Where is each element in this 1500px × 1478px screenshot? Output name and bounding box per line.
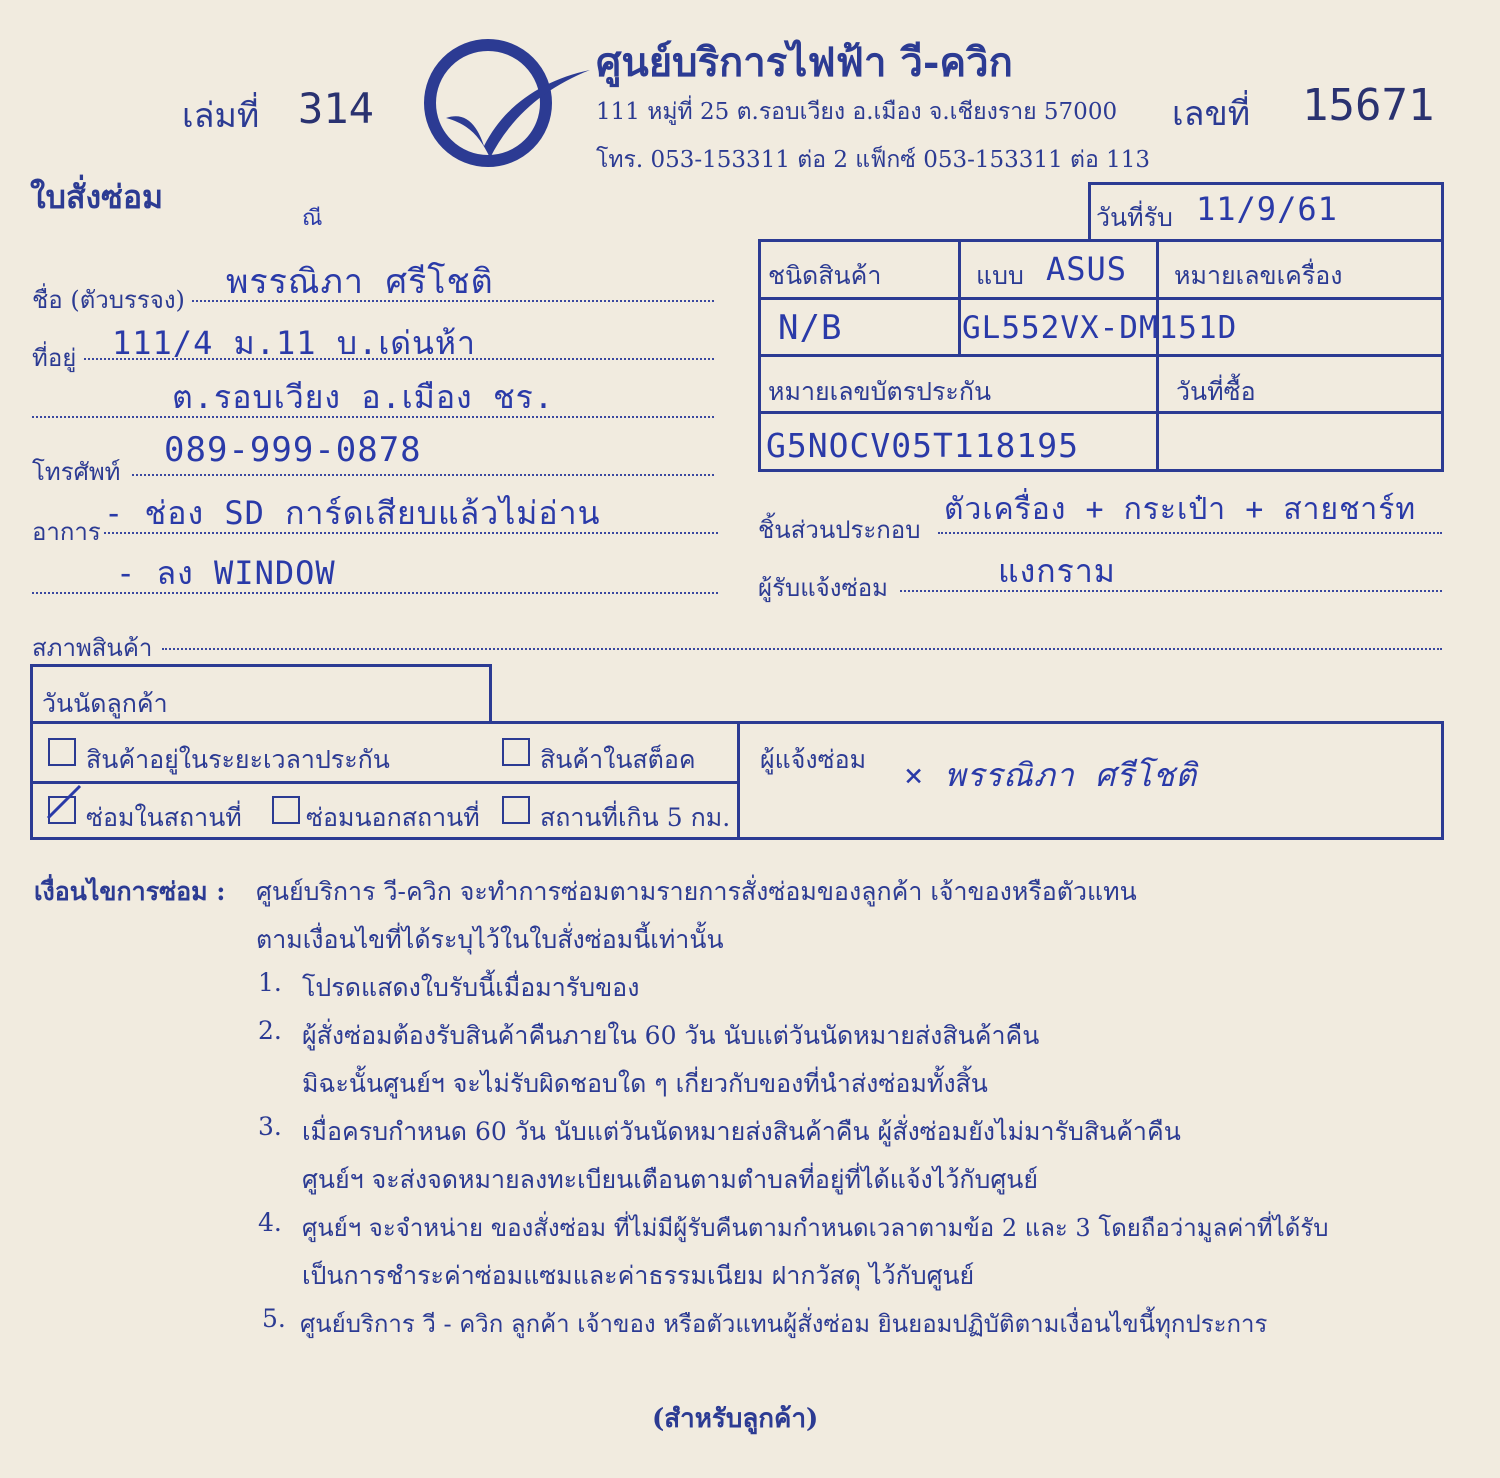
received-date-value: 11/9/61 bbox=[1196, 190, 1338, 228]
condition-number: 3. bbox=[258, 1112, 282, 1141]
condition-text: ศูนย์ฯ จะจำหน่าย ของสั่งซ่อม ที่ไม่มีผู้รับคืนตามกำหนดเวลาตามข้อ 2 และ 3 โดยถือว่ามูลค่าที่ได้รับ bbox=[302, 1214, 1329, 1242]
receiver-line bbox=[900, 590, 1442, 592]
repair-onsite-checkbox[interactable] bbox=[48, 796, 76, 824]
table-divider bbox=[958, 239, 961, 356]
doc-number: 15671 bbox=[1302, 80, 1435, 131]
address-value-2: ต.รอบเวียง อ.เมือง ชร. bbox=[172, 378, 555, 416]
in-warranty-label: สินค้าอยู่ในระยะเวลาประกัน bbox=[86, 745, 390, 774]
conditions-heading: เงื่อนไขการซ่อม : bbox=[34, 877, 226, 906]
warranty-card-value: G5NOCV05T118195 bbox=[766, 426, 1080, 465]
over-5km-checkbox[interactable] bbox=[502, 796, 530, 824]
symptom-label: อาการ bbox=[32, 518, 101, 546]
model-value: GL552VX-DM151D bbox=[962, 310, 1238, 346]
condition-text: มิฉะนั้นศูนย์ฯ จะไม่รับผิดชอบใด ๆ เกี่ยวกับของที่นำส่งซ่อมทั้งสิ้น bbox=[302, 1069, 988, 1098]
purchase-date-label: วันที่ซื้อ bbox=[1176, 377, 1256, 406]
book-number-label: เล่มที่ bbox=[182, 96, 260, 136]
condition-text: เมื่อครบกำหนด 60 วัน นับแต่วันนัดหมายส่งสินค้าคืน ผู้สั่งซ่อมยังไม่มารับสินค้าคืน bbox=[302, 1117, 1181, 1146]
accessories-label: ชิ้นส่วนประกอบ bbox=[758, 516, 921, 544]
check-mark-icon bbox=[44, 782, 84, 822]
condition-text: ศูนย์ฯ จะส่งจดหมายลงทะเบียนเตือนตามตำบลที่อยู่ที่ได้แจ้งไว้กับศูนย์ bbox=[302, 1165, 1038, 1194]
receiver-label: ผู้รับแจ้งซ่อม bbox=[758, 574, 888, 602]
symptom-value-1: - ช่อง SD การ์ดเสียบแล้วไม่อ่าน bbox=[104, 494, 601, 532]
condition-text: โปรดแสดงใบรับนี้เมื่อมารับของ bbox=[302, 973, 640, 1002]
condition-line bbox=[162, 648, 1442, 650]
brand-value: ASUS bbox=[1046, 250, 1128, 288]
warranty-card-label: หมายเลขบัตรประกัน bbox=[768, 377, 992, 406]
symptom-value-2: - ลง WINDOW bbox=[116, 554, 336, 592]
address-label: ที่อยู่ bbox=[32, 344, 77, 372]
model-label: แบบ bbox=[976, 261, 1024, 290]
condition-number: 5. bbox=[262, 1304, 286, 1333]
in-stock-label: สินค้าในสต็อค bbox=[540, 745, 696, 774]
reporter-label: ผู้แจ้งซ่อม bbox=[760, 745, 867, 774]
table-divider bbox=[758, 297, 1444, 300]
repair-onsite-label: ซ่อมในสถานที่ bbox=[86, 803, 242, 832]
condition-text: ผู้สั่งซ่อมต้องรับสินค้าคืนภายใน 60 วัน นับแต่วันนัดหมายส่งสินค้าคืน bbox=[302, 1021, 1040, 1050]
condition-number: 1. bbox=[258, 968, 282, 997]
condition-text: ศูนย์บริการ วี - ควิก ลูกค้า เจ้าของ หรือตัวแทนผู้สั่งซ่อม ยินยอมปฏิบัติตามเงื่อนไขนี้ทุกประการ bbox=[300, 1310, 1268, 1338]
phone-value: 089-999-0878 bbox=[164, 430, 422, 470]
received-date-label: วันที่รับ bbox=[1096, 203, 1173, 232]
product-type-value: N/B bbox=[778, 308, 843, 348]
table-divider bbox=[1156, 239, 1159, 472]
table-divider bbox=[758, 354, 1444, 357]
product-type-label: ชนิดสินค้า bbox=[768, 261, 882, 290]
phone-label: โทรศัพท์ bbox=[32, 458, 121, 486]
repair-offsite-label: ซ่อมนอกสถานที่ bbox=[306, 803, 480, 832]
conditions-intro-1: ศูนย์บริการ วี-ควิก จะทำการซ่อมตามรายการสั่งซ่อมของลูกค้า เจ้าของหรือตัวแทน bbox=[256, 877, 1137, 906]
customer-copy-label: (สำหรับลูกค้า) bbox=[652, 1404, 819, 1434]
doc-number-label: เลขที่ bbox=[1172, 94, 1251, 134]
reporter-signature: × พรรณิภา ศรีโชติ bbox=[904, 756, 1198, 794]
form-title: ใบสั่งซ่อม bbox=[30, 178, 164, 216]
in-stock-checkbox[interactable] bbox=[502, 738, 530, 766]
customer-name-value: พรรณิภา ศรีโชติ bbox=[226, 262, 494, 302]
company-name: ศูนย์บริการไฟฟ้า วี-ควิก bbox=[596, 39, 1013, 86]
company-logo-icon bbox=[424, 36, 594, 170]
serial-number-label: หมายเลขเครื่อง bbox=[1174, 261, 1343, 290]
condition-number: 2. bbox=[258, 1016, 282, 1045]
company-address: 111 หมู่ที่ 25 ต.รอบเวียง อ.เมือง จ.เชียงราย 57000 bbox=[596, 99, 1118, 125]
appointment-label: วันนัดลูกค้า bbox=[42, 689, 168, 718]
book-number: 314 bbox=[298, 84, 374, 133]
conditions-intro-2: ตามเงื่อนไขที่ได้ระบุไว้ในใบสั่งซ่อมนี้เท่านั้น bbox=[256, 925, 724, 954]
address-value-1: 111/4 ม.11 บ.เด่นห้า bbox=[112, 324, 476, 362]
company-contact: โทร. 053-153311 ต่อ 2 แฟ็กซ์ 053-153311 ต่อ 113 bbox=[596, 147, 1150, 173]
condition-label: สภาพสินค้า bbox=[32, 634, 153, 662]
accessories-value: ตัวเครื่อง + กระเป๋า + สายชาร์ท bbox=[944, 492, 1417, 527]
phone-line bbox=[132, 474, 714, 476]
receiver-value: แงกราม bbox=[998, 552, 1116, 590]
table-divider bbox=[30, 781, 740, 784]
name-annotation: ณี bbox=[302, 206, 324, 231]
customer-name-label: ชื่อ (ตัวบรรจง) bbox=[32, 286, 185, 314]
over-5km-label: สถานที่เกิน 5 กม. bbox=[540, 803, 731, 832]
repair-offsite-checkbox[interactable] bbox=[272, 796, 300, 824]
in-warranty-checkbox[interactable] bbox=[48, 738, 76, 766]
condition-text: เป็นการชำระค่าซ่อมแซมและค่าธรรมเนียม ฝากวัสดุ ไว้กับศูนย์ bbox=[302, 1261, 975, 1290]
condition-number: 4. bbox=[258, 1208, 282, 1237]
table-divider bbox=[737, 721, 740, 840]
